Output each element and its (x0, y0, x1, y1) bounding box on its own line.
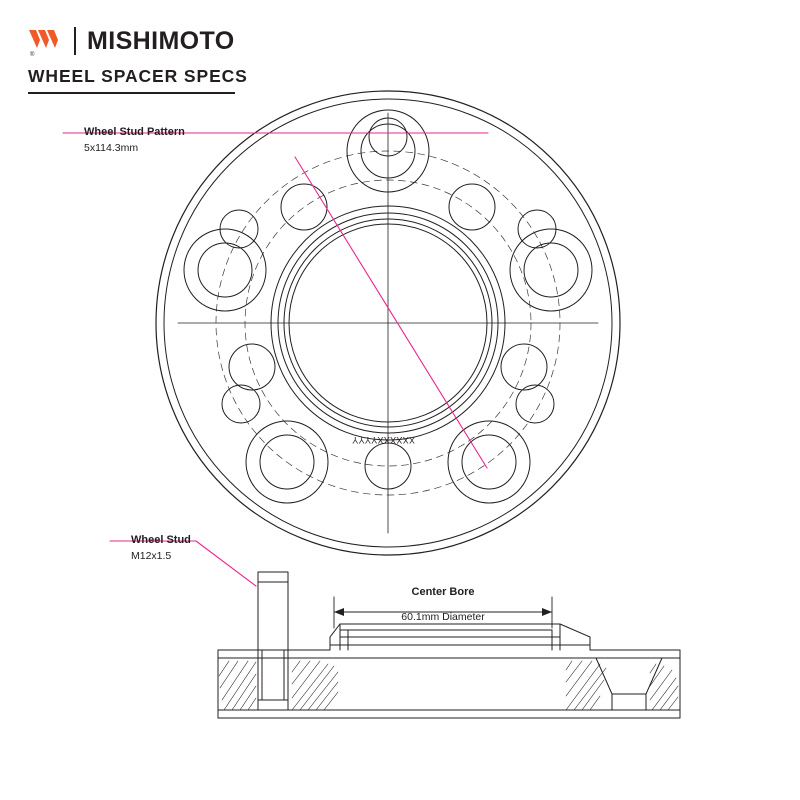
svg-text:®: ® (30, 52, 35, 58)
callout-wheel-stud-value: M12x1.5 (131, 549, 172, 562)
dimension-center-bore-value-wrap (343, 607, 543, 623)
callout-stud-pattern-value: 5x114.3mm (84, 141, 139, 154)
callout-stud-pattern-title: Wheel Stud Pattern (84, 126, 185, 138)
engraving-text: XXXXXXYYYY (352, 435, 416, 445)
callout-wheel-stud-title: Wheel Stud (131, 534, 191, 546)
page-title: WHEEL SPACER SPECS (28, 66, 248, 86)
brand-name: MISHIMOTO (87, 26, 235, 55)
callout-wheel-stud (131, 534, 191, 562)
dimension-center-bore-title: Center Bore (411, 586, 475, 598)
dimension-center-bore-value: 60.1mm Diameter (401, 611, 485, 623)
dimension-center-bore (343, 586, 543, 599)
callout-stud-pattern (84, 126, 185, 154)
wheel-spacer-top-view (156, 91, 620, 555)
